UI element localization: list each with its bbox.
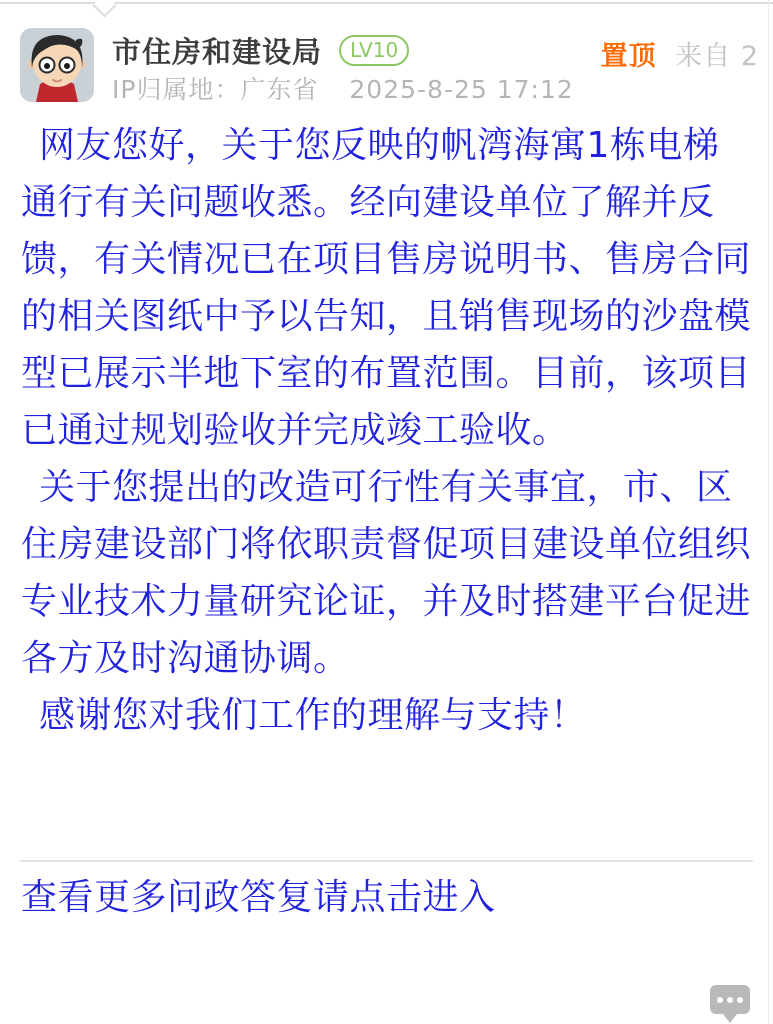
post-paragraph: 关于您提出的改造可行性有关事宜，市、区住房建设部门将依职责督促项目建设单位组织专业技术力量研究论证，并及时搭建平台促进各方及时沟通协调。 [21, 467, 752, 679]
avatar-image [20, 28, 94, 102]
more-replies-link[interactable]: 查看更多问政答复请点击进入 [21, 877, 496, 918]
name-row [112, 30, 409, 71]
comment-bubble-tail-icon [723, 1014, 737, 1023]
ellipsis-dots-icon [717, 997, 743, 1003]
card-top-border [0, 2, 773, 4]
from-source-link[interactable]: 来自 2 [675, 41, 759, 72]
post-paragraph: 感谢您对我们工作的理解与支持！ [39, 695, 587, 736]
corner-row [601, 34, 759, 73]
meta-row [112, 70, 574, 106]
ip-location: IP归属地：广东省 [112, 75, 319, 104]
comment-button[interactable] [710, 985, 750, 1023]
level-badge: LV10 [339, 35, 409, 66]
pinned-badge: 置顶 [600, 41, 657, 72]
avatar[interactable] [20, 28, 94, 102]
post-body [0, 117, 773, 744]
footer-divider [20, 860, 753, 862]
post-paragraph: 网友您好，关于您反映的帆湾海寓1栋电梯通行有关问题收悉。经向建设单位了解并反馈，有关情况已在项目售房说明书、售房合同的相关图纸中予以告知，且销售现场的沙盘模型已展示半地下室的布置范围。目前，该项目已通过规划验收并完成竣工验收。 [21, 125, 752, 451]
callout-notch-icon [92, 0, 116, 18]
post-header [20, 28, 759, 104]
username[interactable]: 市住房和建设局 [112, 35, 323, 69]
timestamp: 2025-8-25 17:12 [349, 75, 574, 104]
comment-bubble-icon [710, 985, 750, 1014]
